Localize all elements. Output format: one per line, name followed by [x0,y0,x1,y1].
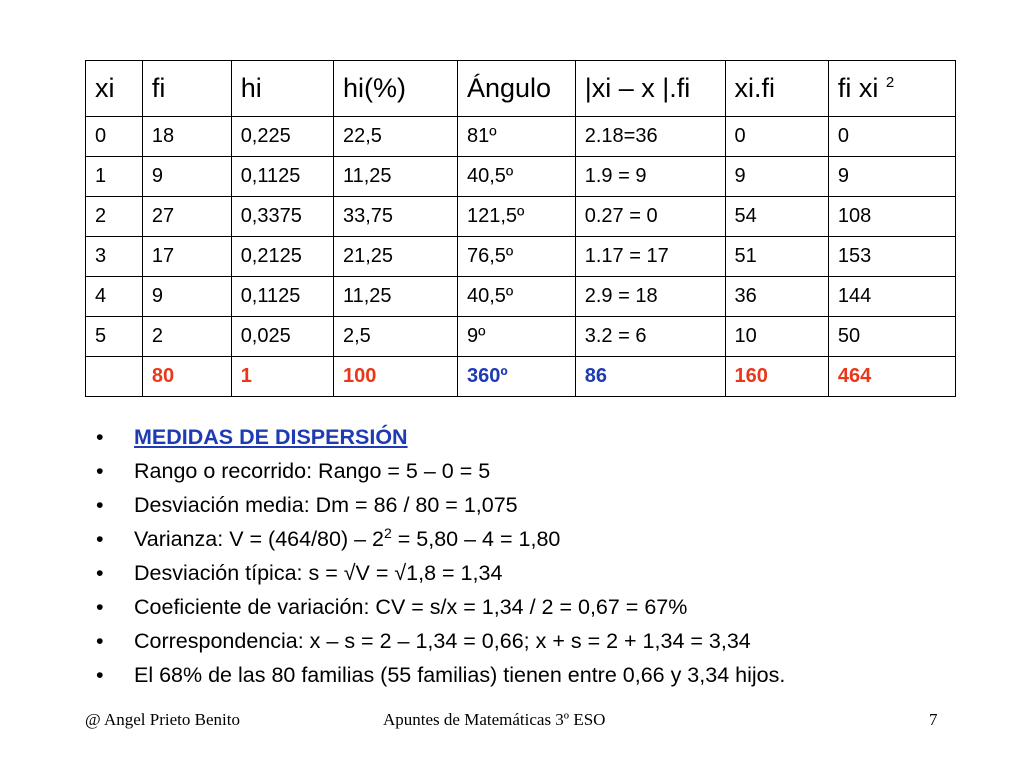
total-fi: 80 [142,357,231,397]
cell-xi: 5 [86,317,143,357]
cell-hi-percent: 2,5 [333,317,457,357]
correspondencia-text: Correspondencia: x – s = 2 – 1,34 = 0,66; x + s = 2 + 1,34 = 3,34 [134,629,751,653]
list-item-varianza [96,522,996,556]
cell-hi: 0,1125 [231,277,333,317]
cell-xi: 0 [86,117,143,157]
total-xi-fi: 160 [725,357,828,397]
cell-xi-fi: 0 [725,117,828,157]
cell-fi: 18 [142,117,231,157]
list-item-desviacion-media [96,488,996,522]
cell-hi: 0,3375 [231,197,333,237]
rango-text: Rango o recorrido: Rango = 5 – 0 = 5 [134,459,491,483]
desviacion-tipica-text: Desviación típica: s = √V = √1,8 = 1,34 [134,561,503,585]
cell-abs-deviation: 1.9 = 9 [575,157,725,197]
list-item-correspondencia [96,624,996,658]
cell-xi: 2 [86,197,143,237]
header-superscript: 2 [885,74,895,91]
bullet-marker: • [96,459,104,483]
totals-row [86,357,956,397]
cell-angulo: 81º [457,117,575,157]
cell-angulo: 9º [457,317,575,357]
cell-hi-percent: 21,25 [333,237,457,277]
header-xi-fi: xi.fi [725,61,828,117]
table-body [86,117,956,397]
list-item-rango [96,454,996,488]
cell-fi: 27 [142,197,231,237]
cell-angulo: 121,5º [457,197,575,237]
bullet-marker: • [96,663,104,687]
total-hi-percent: 100 [333,357,457,397]
bullet-marker: • [96,595,104,619]
table-header-row [86,61,956,117]
dispersion-measures-list [96,420,996,692]
total-fi-xi-squared: 464 [828,357,955,397]
cell-hi-percent: 22,5 [333,117,457,157]
cell-abs-deviation: 1.17 = 17 [575,237,725,277]
cell-xi-fi: 36 [725,277,828,317]
cell-xi: 1 [86,157,143,197]
frequency-table [85,60,956,397]
bullet-marker: • [96,561,104,585]
list-item-coeficiente [96,590,996,624]
cell-angulo: 76,5º [457,237,575,277]
header-xi: xi [86,61,143,117]
cell-xi-fi: 51 [725,237,828,277]
cell-fi-xi-squared: 153 [828,237,955,277]
section-heading: MEDIDAS DE DISPERSIÓN [134,425,408,449]
cell-xi-fi: 10 [725,317,828,357]
table-row [86,157,956,197]
cell-fi: 9 [142,157,231,197]
cell-hi: 0,2125 [231,237,333,277]
list-item-conclusion [96,658,996,692]
cell-fi-xi-squared: 144 [828,277,955,317]
bullet-marker: • [96,527,104,551]
varianza-text-end: = 5,80 – 4 = 1,80 [391,527,561,551]
conclusion-text: El 68% de las 80 familias (55 familias) tienen entre 0,66 y 3,34 hijos. [134,663,786,687]
header-angulo: Ángulo [457,61,575,117]
cell-fi: 9 [142,277,231,317]
total-abs-deviation: 86 [575,357,725,397]
total-hi: 1 [231,357,333,397]
cell-hi: 0,225 [231,117,333,157]
header-fi-xi-squared [828,61,955,117]
bullet-marker: • [96,493,104,517]
cell-xi: 4 [86,277,143,317]
cell-abs-deviation: 2.9 = 18 [575,277,725,317]
header-hi-percent: hi(%) [333,61,457,117]
footer-author: @ Angel Prieto Benito [85,710,240,729]
table-row [86,197,956,237]
bullet-marker: • [96,629,104,653]
cell-hi-percent: 33,75 [333,197,457,237]
bullet-marker: • [96,425,104,449]
cell-angulo: 40,5º [457,277,575,317]
footer-page-number: 7 [929,710,938,729]
cell-fi-xi-squared: 50 [828,317,955,357]
list-item-heading [96,420,996,454]
header-fi: fi [142,61,231,117]
cell-hi-percent: 11,25 [333,157,457,197]
cell-hi-percent: 11,25 [333,277,457,317]
cell-fi: 17 [142,237,231,277]
varianza-exponent: 2 [384,525,392,541]
coeficiente-text: Coeficiente de variación: CV = s/x = 1,34 / 2 = 0,67 = 67% [134,595,688,619]
varianza-text: Varianza: V = (464/80) – 2 [134,527,384,551]
cell-abs-deviation: 2.18=36 [575,117,725,157]
table-row [86,317,956,357]
cell-abs-deviation: 0.27 = 0 [575,197,725,237]
list-item-desviacion-tipica [96,556,996,590]
cell-xi-fi: 9 [725,157,828,197]
cell-fi-xi-squared: 9 [828,157,955,197]
cell-hi: 0,025 [231,317,333,357]
cell-fi-xi-squared: 108 [828,197,955,237]
cell-fi-xi-squared: 0 [828,117,955,157]
cell-xi-fi: 54 [725,197,828,237]
desviacion-media-text: Desviación media: Dm = 86 / 80 = 1,075 [134,493,518,517]
table-row [86,237,956,277]
table-row [86,117,956,157]
footer-course: Apuntes de Matemáticas 3º ESO [383,710,606,729]
total-xi [86,357,143,397]
header-hi: hi [231,61,333,117]
table-row [86,277,956,317]
header-abs-deviation: |xi – x |.fi [575,61,725,117]
total-angulo: 360º [457,357,575,397]
cell-angulo: 40,5º [457,157,575,197]
cell-abs-deviation: 3.2 = 6 [575,317,725,357]
cell-fi: 2 [142,317,231,357]
header-fi-xi-label: fi xi [837,73,879,103]
cell-xi: 3 [86,237,143,277]
cell-hi: 0,1125 [231,157,333,197]
